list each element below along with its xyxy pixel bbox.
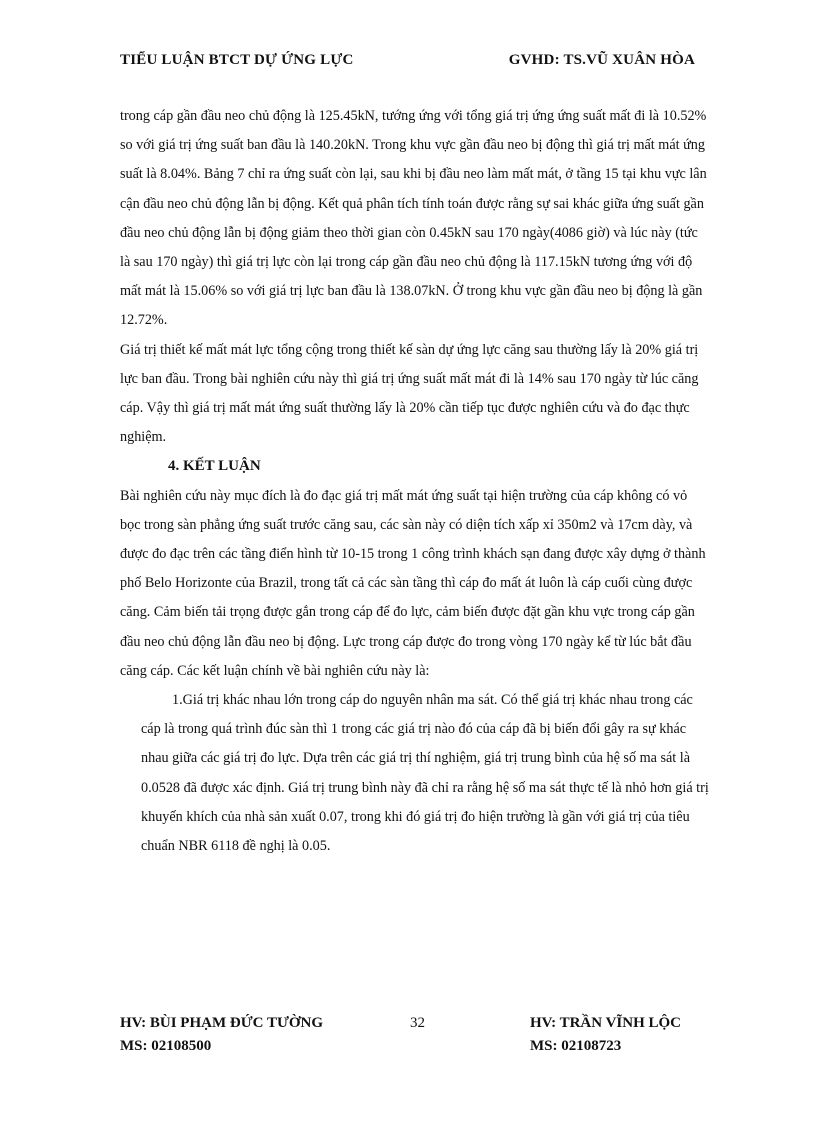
header-advisor: GVHD: TS.VŨ XUÂN HÒA bbox=[508, 52, 695, 68]
footer-student-1 bbox=[120, 1012, 323, 1058]
page-header bbox=[120, 52, 695, 69]
page-body bbox=[120, 102, 710, 861]
footer-student-2 bbox=[530, 1012, 681, 1058]
footer-student-1-id: MS: 02108500 bbox=[120, 1038, 212, 1054]
body-paragraph-2: Giá trị thiết kế mất mát lực tổng cộng trong thiết kế sàn dự ứng lực căng sau thường lấy là 20% giá trị lực ban đầu. Trong bài nghiên cứu này thì giá trị ứng suất mất mát đi là 14% sau 170 ngày từ lúc căng cáp. Vậy thì giá trị mất mát ứng suất thường lấy là 20% cần tiếp tục được nghiên cứu và đo đạc thực nghiệm. bbox=[120, 341, 699, 446]
conclusion-paragraph: Bài nghiên cứu này mục đích là đo đạc giá trị mất mát ứng suất tại hiện trường của cáp không có vỏ bọc trong sàn phẳng ứng suất trước căng sau, các sàn này có diện tích xấp xỉ 350m2 và 17cm dày, và được đo đạc trên các tầng điển hình từ 10-15 trong 1 công trình khách sạn đang được xây dựng ở thành phố Belo Horizonte của Brazil, trong tất cả các sàn tầng thì cáp đo mất át luôn là cáp cuối cùng được căng. Cảm biến tải trọng được gắn trong cáp để đo lực, cảm biến được đặt gần khu vực trong cáp gần đầu neo chủ động lẫn đầu neo bị động. Lực trong cáp được đo trong vòng 170 ngày kể từ lúc bắt đầu căng cáp. Các kết luận chính về bài nghiên cứu này là: bbox=[120, 487, 706, 679]
footer-student-1-name: HV: BÙI PHẠM ĐỨC TƯỜNG bbox=[120, 1015, 324, 1031]
section-heading: 4. KẾT LUẬN bbox=[168, 458, 261, 475]
header-title: TIỂU LUẬN BTCT DỰ ỨNG LỰC bbox=[120, 52, 354, 68]
page-number: 32 bbox=[410, 1015, 425, 1031]
footer-student-2-name: HV: TRẦN VĨNH LỘC bbox=[530, 1015, 682, 1031]
body-paragraph-1: trong cáp gần đầu neo chủ động là 125.45kN, tướng ứng với tổng giá trị ứng ứng suất mất đi là 10.52% so với giá trị ứng suất ban đầu là 140.20kN. Trong khu vực gần đầu neo bị động thì giá trị mất mát ứng suất là 8.04%. Bảng 7 chỉ ra ứng suất còn lại, sau khi bị đầu neo làm mất mát, ở tầng 15 tại khu vực lân cận đầu neo chủ động lẫn bị động. Kết quả phân tích tính toán được rằng sự sai khác giữa ứng suất gần đầu neo chủ động lẫn bị động giảm theo thời gian còn 0.45kN sau 170 ngày(4086 giờ) và lúc này (tức là sau 170 ngày) thì giá trị lực còn lại trong cáp gần đầu neo chủ động là 117.15kN tương ứng với độ mất mát là 15.06% so với giá trị lực ban đầu là 138.07kN. Ở trong khu vực gần đầu neo bị động là gần 12.72%. bbox=[120, 108, 707, 329]
conclusion-item-1: 1.Giá trị khác nhau lớn trong cáp do nguyên nhân ma sát. Có thể giá trị khác nhau trong các cáp là trong quá trình đúc sàn thì 1 trong các giá trị nào đó của cáp đã bị biến đổi gây ra sự khác nhau giữa các giá trị đo lực. Dựa trên các giá trị thí nghiệm, giá trị trung bình của hệ số ma sát là 0.0528 đã được xác định. Giá trị trung bình này đã chỉ ra rằng hệ số ma sát thực tế là nhỏ hơn giá trị khuyến khích của nhà sản xuất 0.07, trong khi đó giá trị đo hiện trường là gần với giá trị của tiêu chuẩn NBR 6118 đề nghị là 0.05. bbox=[141, 692, 709, 855]
footer-student-2-id: MS: 02108723 bbox=[530, 1038, 622, 1054]
